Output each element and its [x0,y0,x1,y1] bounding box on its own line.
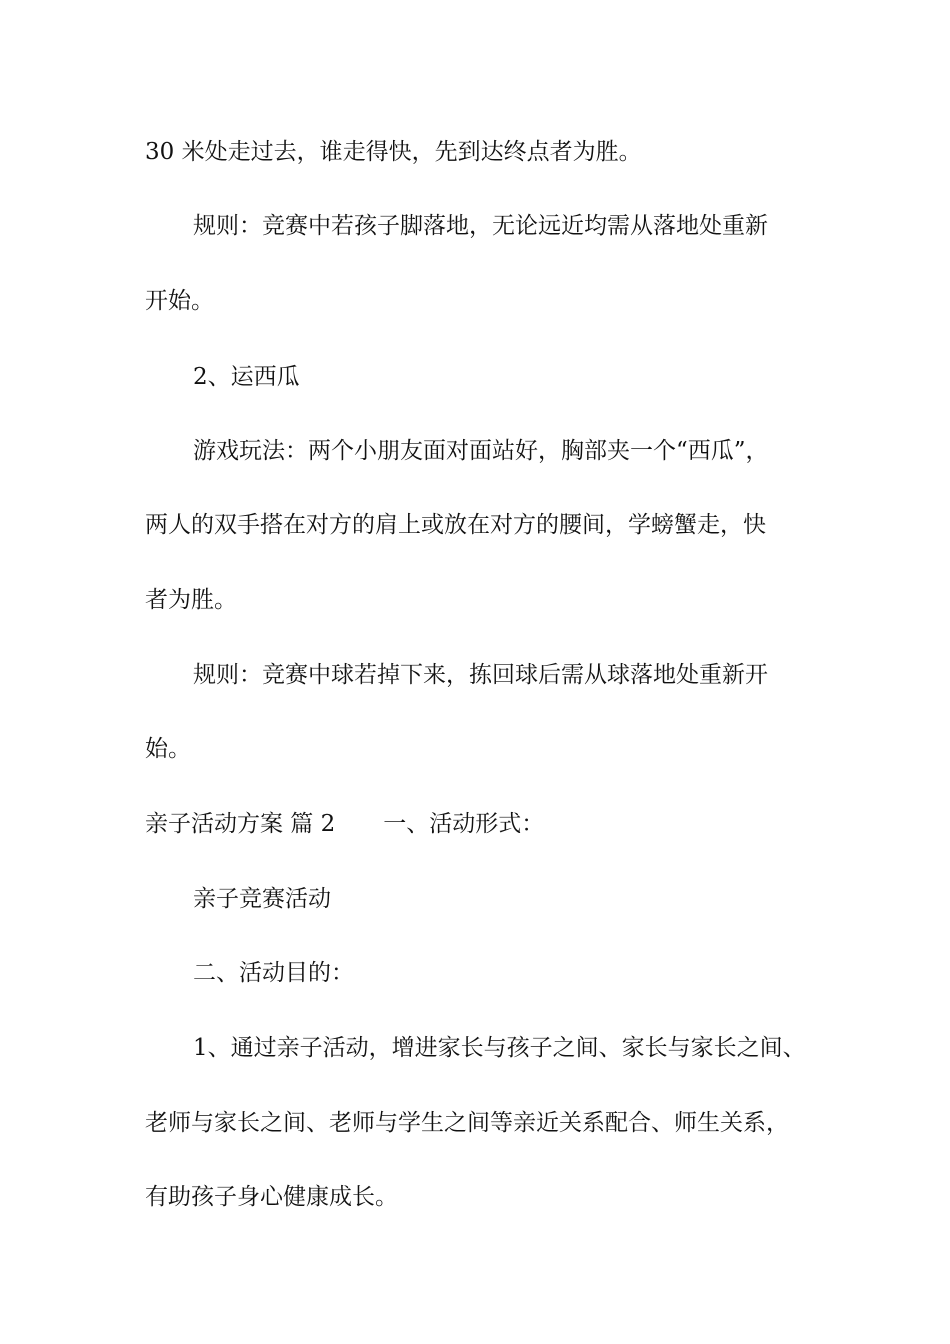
paragraph-line: 规则：竞赛中若孩子脚落地，无论远近均需从落地处重新 [193,213,768,239]
paragraph-line: 30 米处走过去，谁走得快，先到达终点者为胜。 [145,139,642,165]
paragraph-line: 有助孩子身心健康成长。 [145,1184,398,1210]
section-title: 一、活动形式： [383,811,545,837]
list-item-heading: 2、运西瓜 [193,364,300,390]
paragraph-line: 老师与家长之间、老师与学生之间等亲近关系配合、师生关系， [145,1110,789,1136]
paragraph-line: 始。 [145,736,191,762]
paragraph-line: 者为胜。 [145,587,237,613]
paragraph-line: 规则：竞赛中球若掉下来，拣回球后需从球落地处重新开 [193,662,768,688]
paragraph-line: 两人的双手搭在对方的肩上或放在对方的腰间，学螃蟹走，快 [145,512,766,538]
paragraph-line: 开始。 [145,288,214,314]
plan-title: 亲子活动方案 篇 2 [145,811,336,837]
paragraph-line: 1、通过亲子活动，增进家长与孩子之间、家长与家长之间、 [193,1035,806,1061]
paragraph-line: 亲子竞赛活动 [193,886,331,912]
section-heading [145,809,544,839]
section-heading: 二、活动目的： [193,960,354,986]
paragraph-line: 游戏玩法：两个小朋友面对面站好，胸部夹一个“西瓜”， [193,438,769,464]
